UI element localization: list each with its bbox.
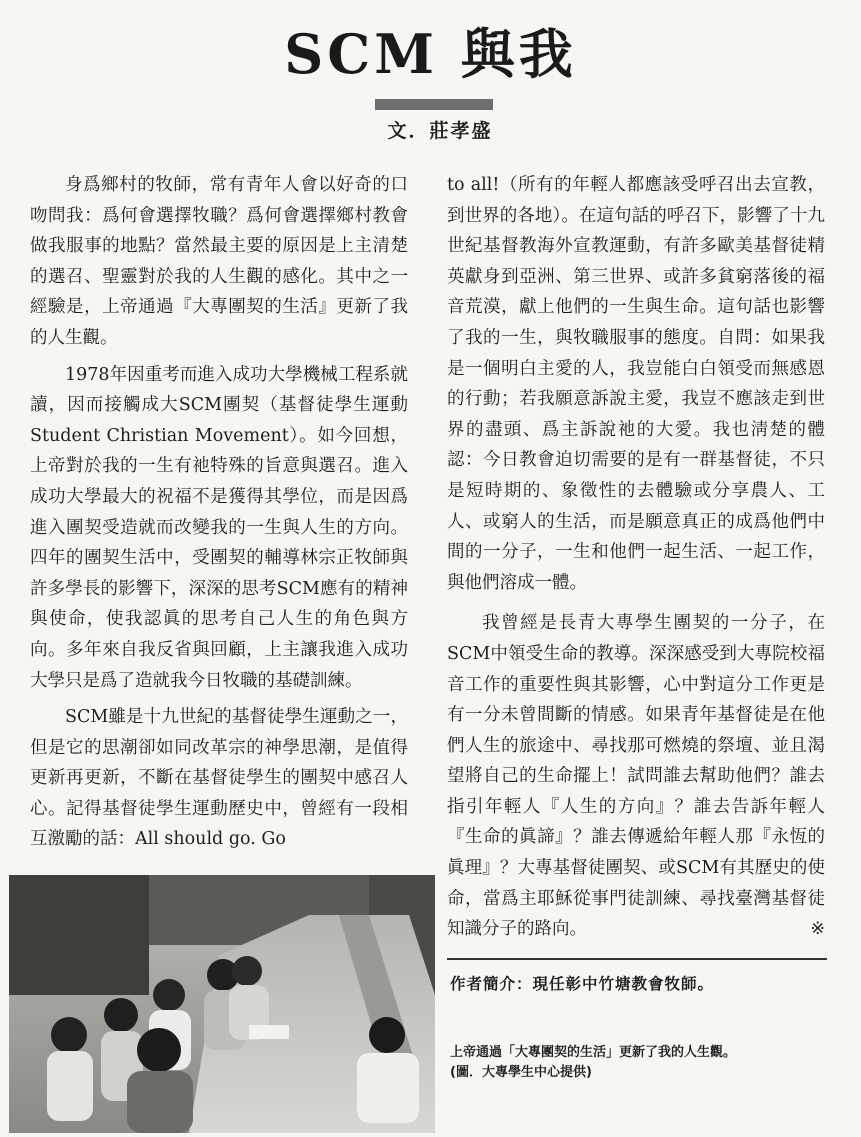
photo-caption bbox=[450, 1043, 840, 1083]
section-divider bbox=[447, 958, 827, 960]
left-text-column bbox=[30, 170, 408, 855]
caption-line: 上帝通過「大專團契的生活」更新了我的人生觀。 bbox=[450, 1045, 737, 1060]
right-text-column bbox=[447, 170, 825, 945]
author-byline: 文．莊孝盛 bbox=[387, 120, 493, 142]
paragraph-text: 我曾經是長青大專學生團契的一分子，在SCM中領受生命的教導。深深感受到大專院校福音工作的重要性與其影響，心中對這分工作更是有一分未曾間斷的情感。如果青年基督徒是在他們人生的旅途中、尋找那可燃燒的祭壇、並且渴望將自己的生命擺上！試問誰去幫助他們？誰去指引年輕人『人生的方向』？誰去告訴年輕人『生命的眞諦』？誰去傳遞給年輕人那『永恆的眞理』？大專基督徒團契、或SCM有其歷史的使命，當爲主耶穌從事門徒訓練、尋找臺灣基督徒知識分子的路向。 bbox=[447, 613, 825, 940]
paragraph: 1978年因重考而進入成功大學機械工程系就讀，因而接觸成大SCM團契（基督徒學生運動Student Christian Movement）。如今回想，上帝對於我的一生有祂特殊的旨意與選召。進入成功大學最大的祝福不是獲得其學位，而是因爲進入團契受造就而改變我的一生與人生的方向。四年的團契生活中，受團契的輔導林宗正牧師與許多學長的影響下，深深的思考SCM應有的精神與使命，使我認眞的思考自己人生的角色與方向。多年來自我反省與回顧，上主讓我進入成功大學只是爲了造就我今日牧職的基礎訓練。 bbox=[30, 364, 408, 691]
paragraph: SCM雖是十九世紀的基督徒學生運動之一，但是它的思潮卻如同改革宗的神學思潮，是值得更新再更新，不斷在基督徒學生的團契中感召人心。記得基督徒學生運動歷史中，曾經有一段相互激勵的話：All should go. Go bbox=[30, 707, 408, 850]
photo-illustration bbox=[9, 875, 435, 1133]
caption-credit: (圖．大專學生中心提供) bbox=[450, 1065, 592, 1080]
article-title: SCM 與我 bbox=[284, 22, 577, 86]
paragraph bbox=[447, 608, 825, 945]
author-introduction: 作者簡介：現任彰中竹塘教會牧師。 bbox=[450, 975, 715, 993]
paragraph-continuation: to all!（所有的年輕人都應該受呼召出去宣教，到世界的各地）。在這句話的呼召下，影響了十九世紀基督教海外宣教運動，有許多歐美基督徒精英獻身到亞洲、第三世界、或許多貧窮落後的福音荒漠，獻上他們的一生與生命。這句話也影響了我的一生，與牧職服事的態度。自問：如果我是一個明白主愛的人，我豈能白白領受而無感恩的行動；若我願意訴說主愛，我豈不應該走到世界的盡頭、爲主訴說祂的大愛。我也淸楚的體認：今日教會迫切需要的是有一群基督徒，不只是短時期的、象徵性的去體驗或分享農人、工人、或窮人的生活，而是願意真正的成爲他們中間的一分子，一生和他們一起生活、一起工作，與他們溶成一體。 bbox=[447, 175, 825, 593]
group-photo bbox=[9, 875, 435, 1133]
paragraph: 身爲鄉村的牧師，常有青年人會以好奇的口吻問我：爲何會選擇牧職？爲何會選擇鄉村教會做我服事的地點？當然最主要的原因是上主清楚的選召、聖靈對於我的人生觀的感化。其中之一經驗是，上帝通過『大專團契的生活』更新了我的人生觀。 bbox=[30, 175, 408, 348]
title-underline-bar bbox=[375, 99, 493, 110]
end-mark: ※ bbox=[810, 919, 825, 940]
